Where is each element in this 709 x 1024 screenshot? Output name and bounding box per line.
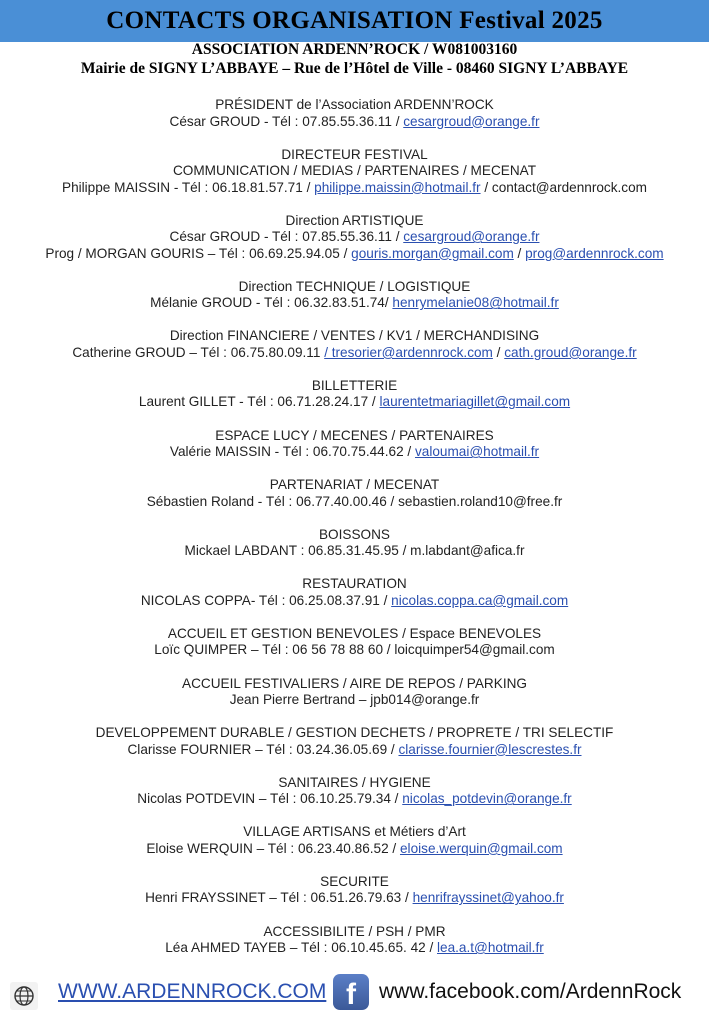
section-role: ACCUEIL FESTIVALIERS / AIRE DE REPOS / PARKING [182,675,527,691]
email-link[interactable]: / tresorier@ardennrock.com [324,344,493,360]
contact-line [0,940,709,957]
contact-line [0,394,709,411]
email-link[interactable]: valoumai@hotmail.fr [414,444,540,460]
email-link[interactable]: cesargroud@orange.fr [403,229,540,245]
contact-line [0,180,709,197]
section-role: ACCUEIL ET GESTION BENEVOLES / Espace BENEVOLES [167,625,542,641]
email-link[interactable]: lea.a.t@hotmail.fr [437,940,544,955]
email-link[interactable]: laurentetmariagillet@gmail.com [379,394,571,410]
contact-text: Eloise WERQUIN – Tél : 06.23.40.86.52 / [146,840,400,856]
contact-section [0,924,709,957]
section-role: DEVELOPPEMENT DURABLE / GESTION DECHETS / PROPRETE / TRI SELECTIF [95,725,614,741]
contact-text: Mélanie GROUD - Tél : 06.32.83.51.74/ [150,295,393,311]
facebook-url[interactable]: www.facebook.com/ArdennRock [379,980,682,1003]
contact-text: Léa AHMED TAYEB – Tél : 06.10.45.65. 42 / [165,940,438,955]
contact-text: NICOLAS COPPA- Tél : 06.25.08.37.91 / [140,592,392,608]
contact-text: César GROUD - Tél : 07.85.55.36.11 / [169,229,404,245]
email-link[interactable]: cath.groud@orange.fr [504,344,637,360]
title-bar [0,0,709,42]
section-role: RESTAURATION [302,576,407,592]
address-line: Mairie de SIGNY L’ABBAYE – Rue de l’Hôtel de Ville - 08460 SIGNY L’ABBAYE [80,60,629,77]
section-role: ESPACE LUCY / MECENES / PARTENAIRES [215,427,494,443]
email-link[interactable]: henrifrayssinet@yahoo.fr [412,890,564,906]
email-link[interactable]: nicolas_potdevin@orange.fr [402,791,572,807]
contact-text: Henri FRAYSSINET – Tél : 06.51.26.79.63 / [145,890,413,906]
footer [0,968,709,1024]
section-role: SANITAIRES / HYGIENE [278,774,431,790]
contact-line [0,246,709,263]
contact-section [0,328,709,361]
contact-section [0,824,709,857]
contact-text: Catherine GROUD – Tél : 06.75.80.09.11 [72,344,325,360]
contact-line [0,841,709,858]
contact-section [0,527,709,560]
email-link[interactable]: nicolas.coppa.ca@gmail.com [391,592,569,608]
contact-text: Sébastien Roland - Tél : 06.77.40.00.46 / sebastien.roland10@free.fr [146,493,563,509]
contact-text: Clarisse FOURNIER – Tél : 03.24.36.05.69 / [127,741,399,757]
contact-section [0,725,709,758]
contact-line [0,642,709,659]
contact-line [0,791,709,808]
contact-line [0,345,709,362]
section-role: DIRECTEUR FESTIVAL [281,146,428,162]
contact-text: / [513,245,526,261]
section-role: Direction ARTISTIQUE [285,212,424,228]
contact-line [0,444,709,461]
contact-line [0,890,709,907]
contact-section [0,279,709,312]
contact-text: César GROUD - Tél : 07.85.55.36.11 / [169,113,404,129]
website-link[interactable]: WWW.ARDENNROCK.COM [58,980,327,1003]
contacts-list [0,97,709,973]
contact-text: Mickael LABDANT : 06.85.31.45.95 / m.labdant@afica.fr [184,543,525,559]
contact-line [0,163,709,180]
section-role: BILLETTERIE [311,377,398,393]
globe-icon [10,982,38,1010]
contact-line [0,543,709,560]
association-line: ASSOCIATION ARDENN’ROCK / W081003160 [191,41,518,58]
email-link[interactable]: philippe.maissin@hotmail.fr [314,179,481,195]
section-role: PRÉSIDENT de l’Association ARDENN’ROCK [215,97,494,112]
contact-line [0,114,709,131]
contact-text: / [492,344,505,360]
contact-text: Valérie MAISSIN - Tél : 06.70.75.44.62 / [169,444,415,460]
email-link[interactable]: gouris.morgan@gmail.com [351,245,514,261]
contact-section [0,213,709,263]
contact-section [0,378,709,411]
contact-text: Jean Pierre Bertrand – jpb014@orange.fr [229,692,480,708]
contact-line [0,229,709,246]
section-role: PARTENARIAT / MECENAT [269,477,440,493]
contact-text: / contact@ardennrock.com [480,179,647,195]
contact-line [0,593,709,610]
contact-section [0,626,709,659]
contact-section [0,428,709,461]
contact-section [0,576,709,609]
facebook-icon[interactable]: f [333,974,369,1010]
page-title: CONTACTS ORGANISATION Festival 2025 [106,7,603,34]
contact-text: Nicolas POTDEVIN – Tél : 06.10.25.79.34 / [137,791,403,807]
contact-line [0,742,709,759]
contact-line [0,295,709,312]
contact-section [0,676,709,709]
contact-section [0,775,709,808]
email-link[interactable]: eloise.werquin@gmail.com [399,840,563,856]
contact-section [0,147,709,197]
section-role: VILLAGE ARTISANS et Métiers d’Art [243,824,466,840]
section-role: BOISSONS [318,526,390,542]
email-link[interactable]: clarisse.fournier@lescrestes.fr [398,741,582,757]
contact-section [0,477,709,510]
email-link[interactable]: prog@ardennrock.com [525,245,664,261]
contact-section [0,874,709,907]
contact-line [0,494,709,511]
contact-line [0,692,709,709]
contact-text: Philippe MAISSIN - Tél : 06.18.81.57.71 / [62,179,315,195]
contact-text: Laurent GILLET - Tél : 06.71.28.24.17 / [138,394,380,410]
contact-section [0,97,709,130]
contact-text: Loïc QUIMPER – Tél : 06 56 78 88 60 / loicquimper54@gmail.com [154,642,555,658]
email-link[interactable]: cesargroud@orange.fr [403,113,540,129]
section-role: ACCESSIBILITE / PSH / PMR [263,923,446,939]
section-role: SECURITE [320,873,389,889]
section-role: Direction FINANCIERE / VENTES / KV1 / MERCHANDISING [169,328,540,344]
contact-text: COMMUNICATION / MEDIAS / PARTENAIRES / MECENAT [172,163,537,179]
email-link[interactable]: henrymelanie08@hotmail.fr [392,295,559,311]
contact-text: Prog / MORGAN GOURIS – Tél : 06.69.25.94.05 / [45,245,352,261]
section-role: Direction TECHNIQUE / LOGISTIQUE [238,278,471,294]
